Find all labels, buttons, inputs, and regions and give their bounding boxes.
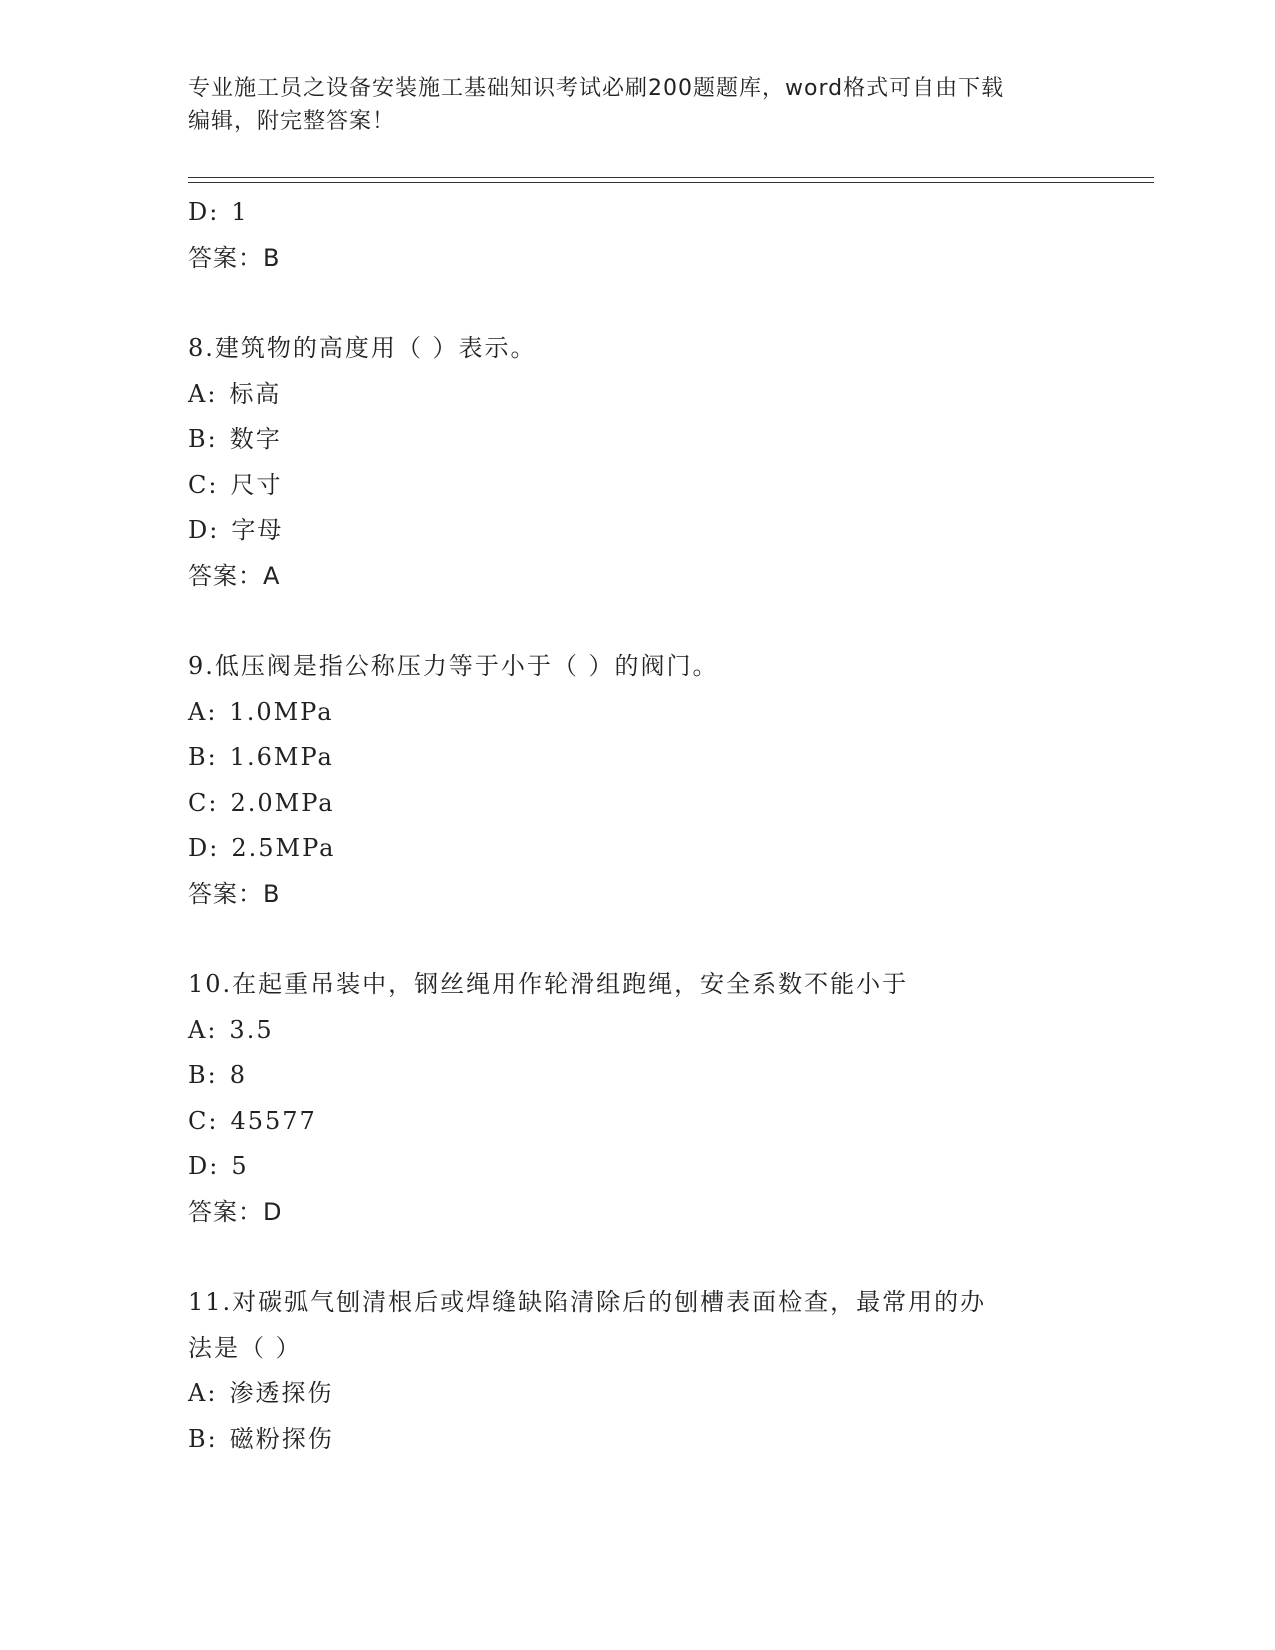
option-d bbox=[188, 1144, 1088, 1190]
option-text: 3.5 bbox=[229, 1015, 274, 1044]
option-text: 1.0MPa bbox=[229, 697, 334, 726]
option-a bbox=[188, 1371, 1088, 1417]
option-c bbox=[188, 463, 1088, 509]
answer-line: 答案：D bbox=[188, 1197, 283, 1226]
header-divider-bottom bbox=[188, 182, 1154, 183]
question-stem: 9.低压阀是指公称压力等于小于（ ）的阀门。 bbox=[188, 652, 719, 680]
option-c bbox=[188, 1099, 1088, 1145]
option-key: B: bbox=[188, 425, 218, 453]
option-text: 2.5MPa bbox=[231, 834, 336, 862]
option-key: C: bbox=[188, 470, 219, 499]
option-text: 字母 bbox=[231, 516, 284, 544]
document-header bbox=[188, 72, 1068, 138]
answer-line: 答案：B bbox=[188, 243, 281, 272]
option-b bbox=[188, 1053, 1088, 1099]
option-key: A: bbox=[188, 1015, 218, 1044]
option-text: 45577 bbox=[230, 1106, 317, 1135]
header-title-line-2: 编辑，附完整答案！ bbox=[188, 109, 396, 134]
option-key: B: bbox=[188, 743, 218, 771]
option-key: B: bbox=[188, 1424, 218, 1453]
option-text: 1.6MPa bbox=[229, 743, 334, 771]
option-b bbox=[188, 1417, 1088, 1463]
option-key: B: bbox=[188, 1061, 218, 1089]
option-a bbox=[188, 372, 1088, 418]
option-key: A: bbox=[188, 697, 218, 726]
option-text: 8 bbox=[229, 1061, 248, 1089]
option-d bbox=[188, 826, 1088, 872]
option-key: A: bbox=[188, 1379, 218, 1407]
option-text: 5 bbox=[231, 1152, 249, 1180]
option-text: 2.0MPa bbox=[230, 788, 335, 817]
option-key: C: bbox=[188, 788, 219, 817]
option-key: D: bbox=[188, 516, 220, 544]
option-key: D: bbox=[188, 1152, 220, 1180]
option-text: 磁粉探伤 bbox=[229, 1424, 334, 1453]
option-text: 数字 bbox=[229, 425, 282, 453]
option-text: 尺寸 bbox=[230, 470, 283, 499]
header-title-line-1: 专业施工员之设备安装施工基础知识考试必刷200题题库，word格式可自由下载 bbox=[188, 76, 1005, 101]
answer-line: 答案：A bbox=[188, 561, 281, 590]
option-text: 标高 bbox=[229, 379, 282, 408]
answer-line: 答案：B bbox=[188, 879, 281, 908]
question-stem-line-2: 法是（ ） bbox=[188, 1333, 302, 1362]
option-b bbox=[188, 735, 1088, 781]
question-stem: 8.建筑物的高度用（ ）表示。 bbox=[188, 334, 537, 362]
option-a bbox=[188, 690, 1088, 736]
option-c bbox=[188, 781, 1088, 827]
option-key: D: bbox=[188, 834, 220, 862]
option-text: 渗透探伤 bbox=[229, 1379, 334, 1407]
question-stem-line-1: 11.对碳弧气刨清根后或焊缝缺陷清除后的刨槽表面检查，最常用的办 bbox=[188, 1288, 987, 1316]
option-a bbox=[188, 1008, 1088, 1054]
header-divider-top bbox=[188, 177, 1154, 178]
option-b bbox=[188, 417, 1088, 463]
question-list bbox=[188, 190, 1088, 1462]
option-key: D: bbox=[188, 198, 220, 226]
option-key: A: bbox=[188, 379, 218, 408]
option-d bbox=[188, 508, 1088, 554]
option-key: C: bbox=[188, 1106, 219, 1135]
option-d bbox=[188, 190, 1088, 236]
question-stem: 10.在起重吊装中，钢丝绳用作轮滑组跑绳，安全系数不能小于 bbox=[188, 970, 909, 998]
option-text: 1 bbox=[231, 198, 249, 226]
